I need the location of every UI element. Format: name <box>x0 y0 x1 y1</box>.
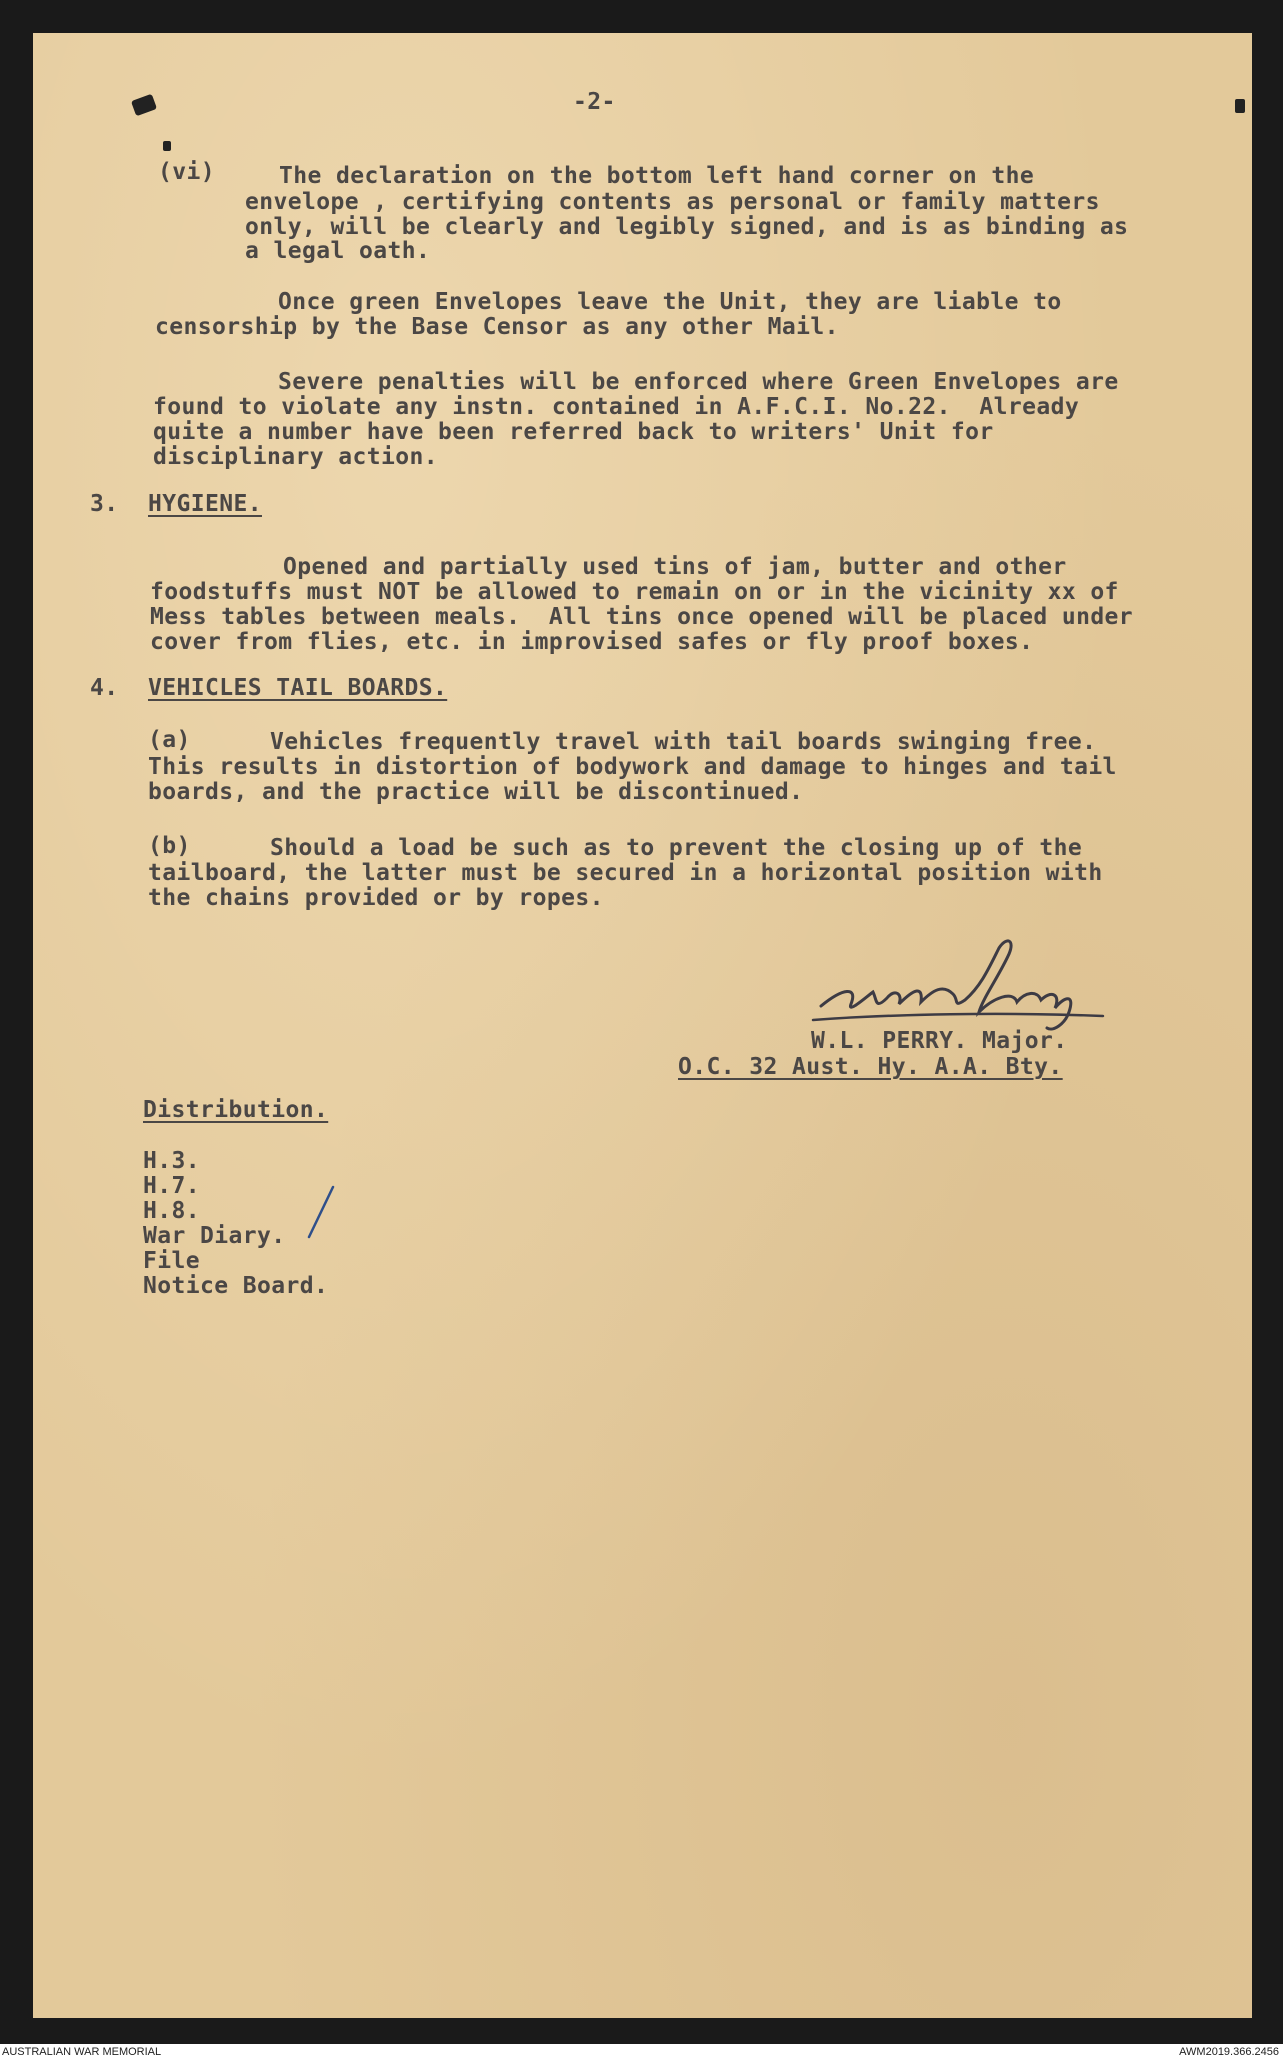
section-4-number: 4. <box>90 675 119 701</box>
footer-right: AWM2019.366.2456 <box>1179 2046 1279 2058</box>
section-3-number: 3. <box>90 491 119 517</box>
page-number: -2- <box>573 89 616 115</box>
green-envelope-line: censorship by the Base Censor as any other Mail. <box>155 314 839 340</box>
distribution-item: H.8. <box>143 1198 200 1224</box>
distribution-item: H.3. <box>143 1148 200 1174</box>
section-4-heading: VEHICLES TAIL BOARDS. <box>148 675 448 701</box>
distribution-item: Notice Board. <box>143 1273 329 1299</box>
hygiene-line: Mess tables between meals. All tins once opened will be placed under <box>150 604 1134 630</box>
distribution-item: File <box>143 1248 200 1274</box>
item-a-label: (a) <box>148 727 191 753</box>
item-b-label: (b) <box>148 833 191 859</box>
item-b-line: Should a load be such as to prevent the closing up of the <box>270 835 1083 861</box>
signatory-name: W.L. PERRY. Major. <box>811 1028 1068 1054</box>
signatory-title: O.C. 32 Aust. Hy. A.A. Bty. <box>678 1054 1063 1080</box>
penalties-line: found to violate any instn. contained in A.F.C.I. No.22. Already <box>153 394 1080 420</box>
punch-mark <box>131 94 157 117</box>
item-a-line: Vehicles frequently travel with tail boards swinging free. <box>270 729 1097 755</box>
distribution-item: H.7. <box>143 1173 200 1199</box>
item-a-line: This results in distortion of bodywork and damage to hinges and tail <box>148 754 1117 780</box>
punch-mark <box>163 141 171 151</box>
green-envelope-line: Once green Envelopes leave the Unit, they are liable to <box>278 289 1062 315</box>
footer-left: AUSTRALIAN WAR MEMORIAL <box>2 2046 162 2058</box>
item-vi-line: The declaration on the bottom left hand corner on the <box>279 163 1035 189</box>
tick-mark <box>303 1183 343 1243</box>
item-vi-line: a legal oath. <box>245 238 431 264</box>
punch-mark <box>1235 99 1245 113</box>
item-vi-label: (vi) <box>158 159 215 185</box>
penalties-line: quite a number have been referred back to writers' Unit for <box>153 419 994 445</box>
hygiene-line: cover from flies, etc. in improvised safes or fly proof boxes. <box>150 629 1034 655</box>
item-vi-line: only, will be clearly and legibly signed, and is as binding as <box>245 214 1129 240</box>
penalties-line: disciplinary action. <box>153 444 438 470</box>
distribution-heading: Distribution. <box>143 1097 329 1123</box>
item-vi-line: envelope , certifying contents as personal or family matters <box>245 189 1100 215</box>
item-b-line: the chains provided or by ropes. <box>148 885 604 911</box>
item-b-line: tailboard, the latter must be secured in a horizontal position with <box>148 860 1103 886</box>
hygiene-line: Opened and partially used tins of jam, butter and other <box>283 554 1067 580</box>
distribution-item: War Diary. <box>143 1223 286 1249</box>
item-a-line: boards, and the practice will be discontinued. <box>148 779 804 805</box>
penalties-line: Severe penalties will be enforced where Green Envelopes are <box>278 369 1119 395</box>
document-page <box>33 33 1252 2018</box>
section-3-heading: HYGIENE. <box>148 491 262 517</box>
hygiene-line: foodstuffs must NOT be allowed to remain on or in the vicinity xx of <box>150 579 1119 605</box>
